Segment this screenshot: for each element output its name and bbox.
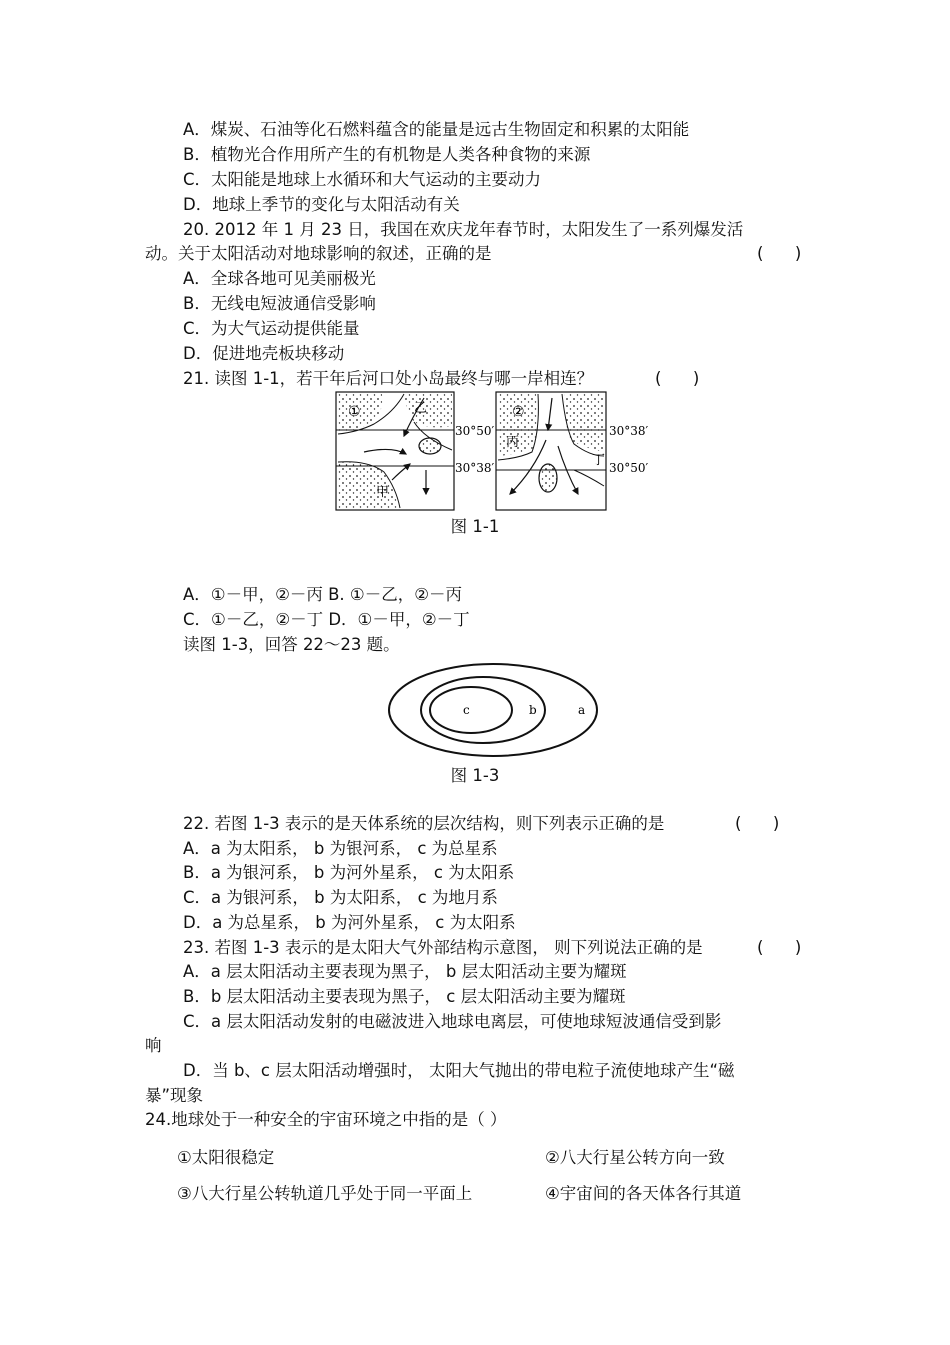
q22-option-a: A．a 为太阳系， b 为银河系， c 为总星系 (183, 839, 498, 858)
q22-stem: 22. 若图 1-3 表示的是天体系统的层次结构，则下列表示正确的是 (183, 814, 665, 833)
panel-1-label-bottom: 甲 (376, 485, 390, 500)
label-b: b (529, 703, 537, 717)
figure-1-3-caption: 图 1-3 (450, 766, 500, 785)
latitude-label: 30°50′ (609, 461, 649, 475)
panel-2-label-right: 丁 (592, 453, 606, 468)
q21-options-row2: C．①－乙，②－丁 D．①－甲，②－丁 (183, 610, 470, 629)
panel-2 (496, 392, 606, 510)
q23-option-d-wrap: 暴”现象 (145, 1086, 204, 1105)
figure-1-1 (334, 390, 654, 514)
q23-answer-paren: ( ) (757, 938, 802, 957)
label-c: c (463, 703, 470, 717)
latitude-label: 30°50′ (455, 424, 495, 438)
q24-stem: 24.地球处于一种安全的宇宙环境之中指的是（ ） (145, 1110, 507, 1129)
q19-option-a: A．煤炭、石油等化石燃料蕴含的能量是远古生物固定和积累的太阳能 (183, 120, 690, 139)
intro-22-23: 读图 1-3，回答 22～23 题。 (183, 635, 400, 654)
panel-2-label-left: 丙 (506, 435, 520, 450)
q19-option-b: B．植物光合作用所产生的有机物是人类各种食物的来源 (183, 145, 591, 164)
q20-stem-line1: 20. 2012 年 1 月 23 日，我国在欢庆龙年春节时，太阳发生了一系列爆发活 (183, 220, 744, 239)
q23-option-d: D．当 b、c 层太阳活动增强时， 太阳大气抛出的带电粒子流使地球产生“磁 (183, 1061, 735, 1080)
q22-option-c: C．a 为银河系， b 为太阳系， c 为地月系 (183, 888, 498, 907)
q21-stem: 21. 读图 1-1，若干年后河口处小岛最终与哪一岸相连？ (183, 369, 594, 388)
inner-ring-c (430, 687, 512, 733)
panel-1-label-top: 乙 (414, 401, 428, 416)
panel-2-number: ② (512, 404, 525, 420)
panel-1-number: ① (348, 404, 361, 420)
panel-1 (336, 392, 454, 510)
q21-options-row1: A．①－甲，②－丙 B. ①－乙，②－丙 (183, 585, 463, 604)
q24-item-4: ④宇宙间的各天体各行其道 (545, 1184, 742, 1203)
q20-option-c: C．为大气运动提供能量 (183, 319, 360, 338)
q20-answer-paren: ( ) (757, 244, 802, 263)
q22-answer-paren: ( ) (735, 814, 780, 833)
q22-option-d: D．a 为总星系， b 为河外星系， c 为太阳系 (183, 913, 516, 932)
latitude-label: 30°38′ (455, 461, 495, 475)
q20-option-d: D．促进地壳板块移动 (183, 344, 345, 363)
q22-option-b: B．a 为银河系， b 为河外星系， c 为太阳系 (183, 863, 515, 882)
q20-stem-line2: 动。关于太阳活动对地球影响的叙述，正确的是 (145, 244, 492, 263)
q20-option-b: B．无线电短波通信受影响 (183, 294, 376, 313)
river-island (419, 438, 441, 454)
q24-item-2: ②八大行星公转方向一致 (545, 1148, 725, 1167)
q23-option-c-wrap: 响 (145, 1036, 162, 1055)
middle-ring-b (421, 677, 545, 743)
q23-option-a: A．a 层太阳活动主要表现为黑子， b 层太阳活动主要为耀斑 (183, 962, 627, 981)
q23-stem: 23. 若图 1-3 表示的是太阳大气外部结构示意图， 则下列说法正确的是 (183, 938, 703, 957)
latitude-label: 30°38′ (609, 424, 649, 438)
q23-option-c: C．a 层太阳活动发射的电磁波进入地球电离层，可使地球短波通信受到影 (183, 1012, 722, 1031)
q24-item-3: ③八大行星公转轨道几乎处于同一平面上 (177, 1184, 473, 1203)
label-a: a (578, 703, 586, 717)
q20-option-a: A．全球各地可见美丽极光 (183, 269, 376, 288)
q19-option-d: D．地球上季节的变化与太阳活动有关 (183, 195, 460, 214)
river-island (539, 464, 557, 492)
q21-answer-paren: ( ) (655, 369, 700, 388)
q24-item-1: ①太阳很稳定 (177, 1148, 275, 1167)
q19-option-c: C．太阳能是地球上水循环和大气运动的主要动力 (183, 170, 542, 189)
figure-1-3 (383, 660, 609, 762)
figure-1-1-caption: 图 1-1 (450, 517, 500, 536)
q23-option-b: B．b 层太阳活动主要表现为黑子， c 层太阳活动主要为耀斑 (183, 987, 626, 1006)
